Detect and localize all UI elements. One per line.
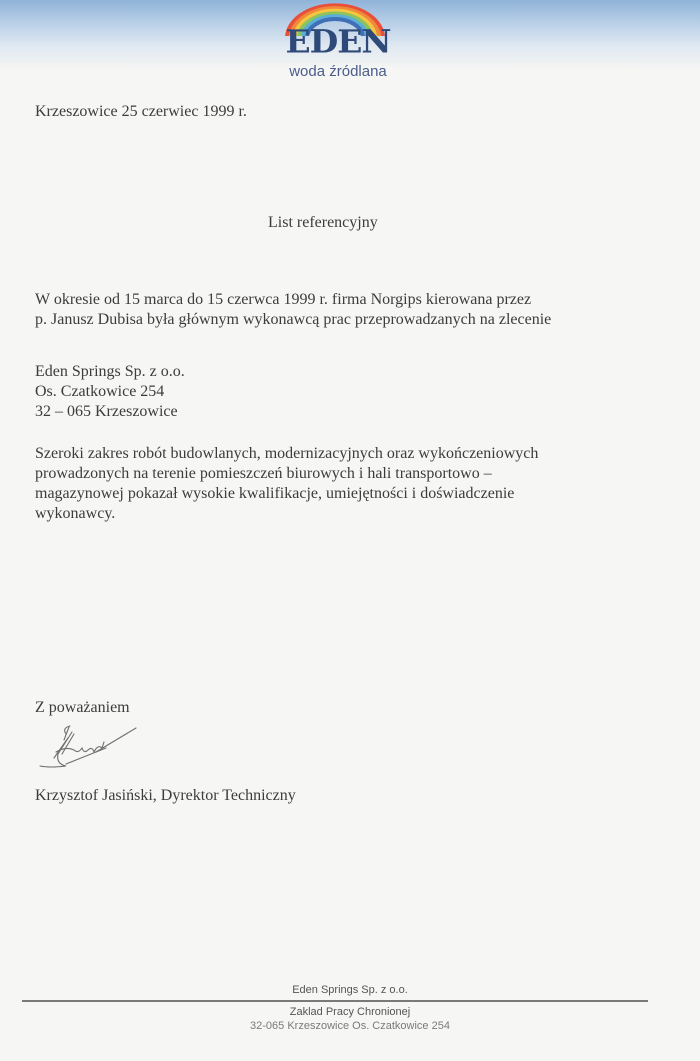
brand-name: EDEN	[285, 23, 391, 61]
recipient-address	[35, 362, 185, 422]
paragraph-line: prowadzonych na terenie pomieszczeń biurowych i hali transportowo –	[35, 465, 492, 482]
address-line: 32 – 065 Krzeszowice	[35, 403, 178, 420]
paragraph-intro	[35, 290, 551, 330]
address-line: Eden Springs Sp. z o.o.	[35, 363, 185, 380]
paragraph-line: W okresie od 15 marca do 15 czerwca 1999 r. firma Norgips kierowana przez	[35, 291, 532, 308]
footer-divider	[22, 1000, 648, 1002]
paragraph-line: p. Janusz Dubisa była głównym wykonawcą prac przeprowadzanych na zlecenie	[35, 311, 552, 328]
letter-title: List referencyjny	[268, 214, 378, 231]
footer-company: Eden Springs Sp. z o.o.	[292, 984, 408, 996]
address-line: Os. Czatkowice 254	[35, 383, 165, 400]
eden-logo	[270, 0, 410, 86]
closing-salutation: Z poważaniem	[35, 699, 130, 716]
footer-line-1: Zaklad Pracy Chronionej	[289, 1006, 411, 1018]
paragraph-line: Szeroki zakres robót budowlanych, modernizacyjnych oraz wykończeniowych	[35, 445, 539, 462]
footer-address: 32-065 Krzeszowice Os. Czatkowice 254	[250, 1020, 450, 1032]
signer-name-title: Krzysztof Jasiński, Dyrektor Techniczny	[35, 787, 296, 804]
paragraph-line: magazynowej pokazał wysokie kwalifikacje, umiejętności i doświadczenie	[35, 485, 515, 502]
paragraph-line: wykonawcy.	[35, 505, 116, 522]
handwritten-signature	[36, 724, 156, 780]
brand-tagline: woda źródlana	[289, 63, 387, 80]
place-and-date: Krzeszowice 25 czerwiec 1999 r.	[35, 103, 247, 120]
paragraph-assessment	[35, 444, 538, 524]
